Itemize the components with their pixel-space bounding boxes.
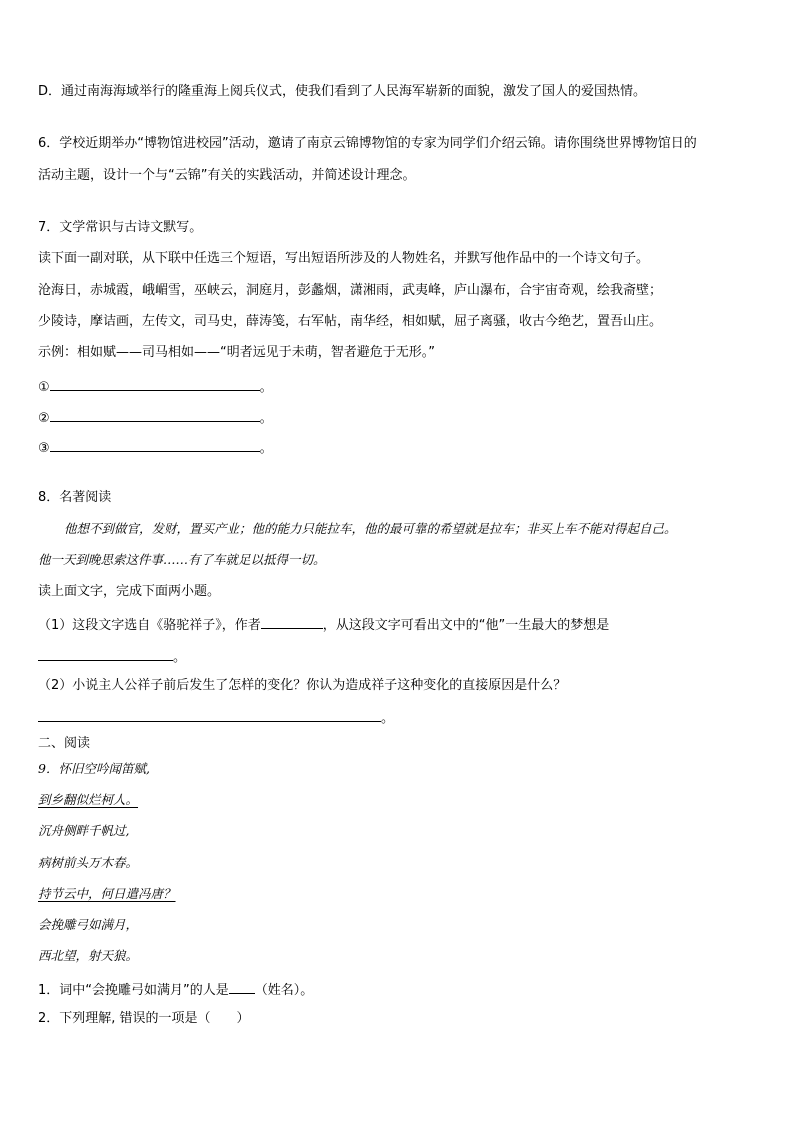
poem-line-underlined: 持节云中，何日遣冯唐？ — [38, 886, 176, 901]
q7-answer-3 — [38, 438, 273, 457]
poem-line-underlined: 到乡翻似烂柯人。 — [38, 792, 139, 807]
q7-title: 7．文学常识与古诗文默写。 — [38, 220, 203, 235]
q9-sub1-text-b: （姓名）。 — [254, 983, 314, 998]
q7-example: 示例：相如赋——司马相如——“明者远见于未萌，智者避危于无形。” — [38, 345, 435, 360]
q9-sub2: 2．下列理解, 错误的一项是（ ） — [38, 1011, 250, 1026]
answer-end: 。 — [381, 711, 395, 726]
q8-passage-line2: 他一天到晚思索这件事……有了车就足以抵得一切。 — [38, 552, 326, 567]
q8-sub1 — [38, 615, 609, 634]
answer-end: 。 — [259, 441, 273, 456]
q7-instruction: 读下面一副对联，从下联中任选三个短语，写出短语所涉及的人物姓名，并默写他作品中的一个诗文句子。 — [38, 251, 650, 266]
answer-blank[interactable] — [50, 438, 260, 452]
option-d: D．通过南海海域举行的隆重海上阅兵仪式，使我们看到了人民海军崭新的面貌，激发了国人的爱国热情。 — [38, 84, 647, 99]
q8-instruction: 读上面文字，完成下面两小题。 — [38, 584, 221, 599]
answer-end: 。 — [259, 411, 273, 426]
q9-sub1-text-a: 1．词中“会挽雕弓如满月”的人是 — [38, 983, 229, 998]
q7-answer-1 — [38, 377, 273, 396]
answer-marker: ② — [38, 411, 50, 426]
name-blank[interactable] — [229, 980, 255, 994]
q7-answer-2 — [38, 408, 273, 427]
q8-sub1-text-b: ，从这段文字可看出文中的“他”一生最大的梦想是 — [322, 618, 610, 633]
q7-couplet-upper: 沧海日，赤城霞，峨嵋雪，巫峡云，洞庭月，彭蠡烟，潇湘雨，武夷峰，庐山瀑布，合宇宙奇观，绘我斋壁； — [38, 283, 663, 298]
author-blank[interactable] — [261, 615, 323, 629]
answer-blank[interactable] — [50, 377, 260, 391]
q9-title: 9．怀旧空吟闻笛赋, — [38, 761, 150, 776]
answer-blank[interactable] — [50, 408, 260, 422]
q6-line1: 6．学校近期举办“博物馆进校园”活动，邀请了南京云锦博物馆的专家为同学们介绍云锦。请你围绕世界博物馆日的 — [38, 136, 697, 151]
answer-end: 。 — [173, 650, 187, 665]
section-title: 二、阅读 — [38, 736, 91, 751]
answer-marker: ③ — [38, 441, 50, 456]
q6-line2: 活动主题，设计一个与“云锦”有关的实践活动，并简述设计理念。 — [38, 168, 416, 183]
change-blank[interactable] — [38, 708, 381, 722]
q8-sub2-answer — [38, 708, 394, 727]
q9-sub1 — [38, 980, 313, 999]
poem-line: 沉舟侧畔千帆过, — [38, 823, 130, 838]
q8-sub1-answer — [38, 647, 186, 666]
poem-line: 病树前头万木春。 — [38, 855, 139, 870]
q8-passage-line1: 他想不到做官，发财，置买产业；他的能力只能拉车，他的最可靠的希望就是拉车；非买上车不能对得起自己。 — [64, 521, 677, 536]
poem-line: 西北望，射天狼。 — [38, 948, 139, 963]
dream-blank[interactable] — [38, 647, 173, 661]
q8-sub1-text-a: （1）这段文字选自《骆驼祥子》，作者 — [38, 618, 261, 633]
answer-marker: ① — [38, 380, 50, 395]
answer-end: 。 — [259, 380, 273, 395]
q7-couplet-lower: 少陵诗，摩诘画，左传文，司马史，薛涛笺，右军帖，南华经，相如赋，屈子离骚，收古今绝艺，置吾山庄。 — [38, 314, 663, 329]
poem-line: 会挽雕弓如满月， — [38, 917, 139, 932]
q8-title: 8．名著阅读 — [38, 490, 112, 505]
q8-sub2: （2）小说主人公祥子前后发生了怎样的变化？你认为造成祥子这种变化的直接原因是什么？ — [38, 678, 567, 693]
